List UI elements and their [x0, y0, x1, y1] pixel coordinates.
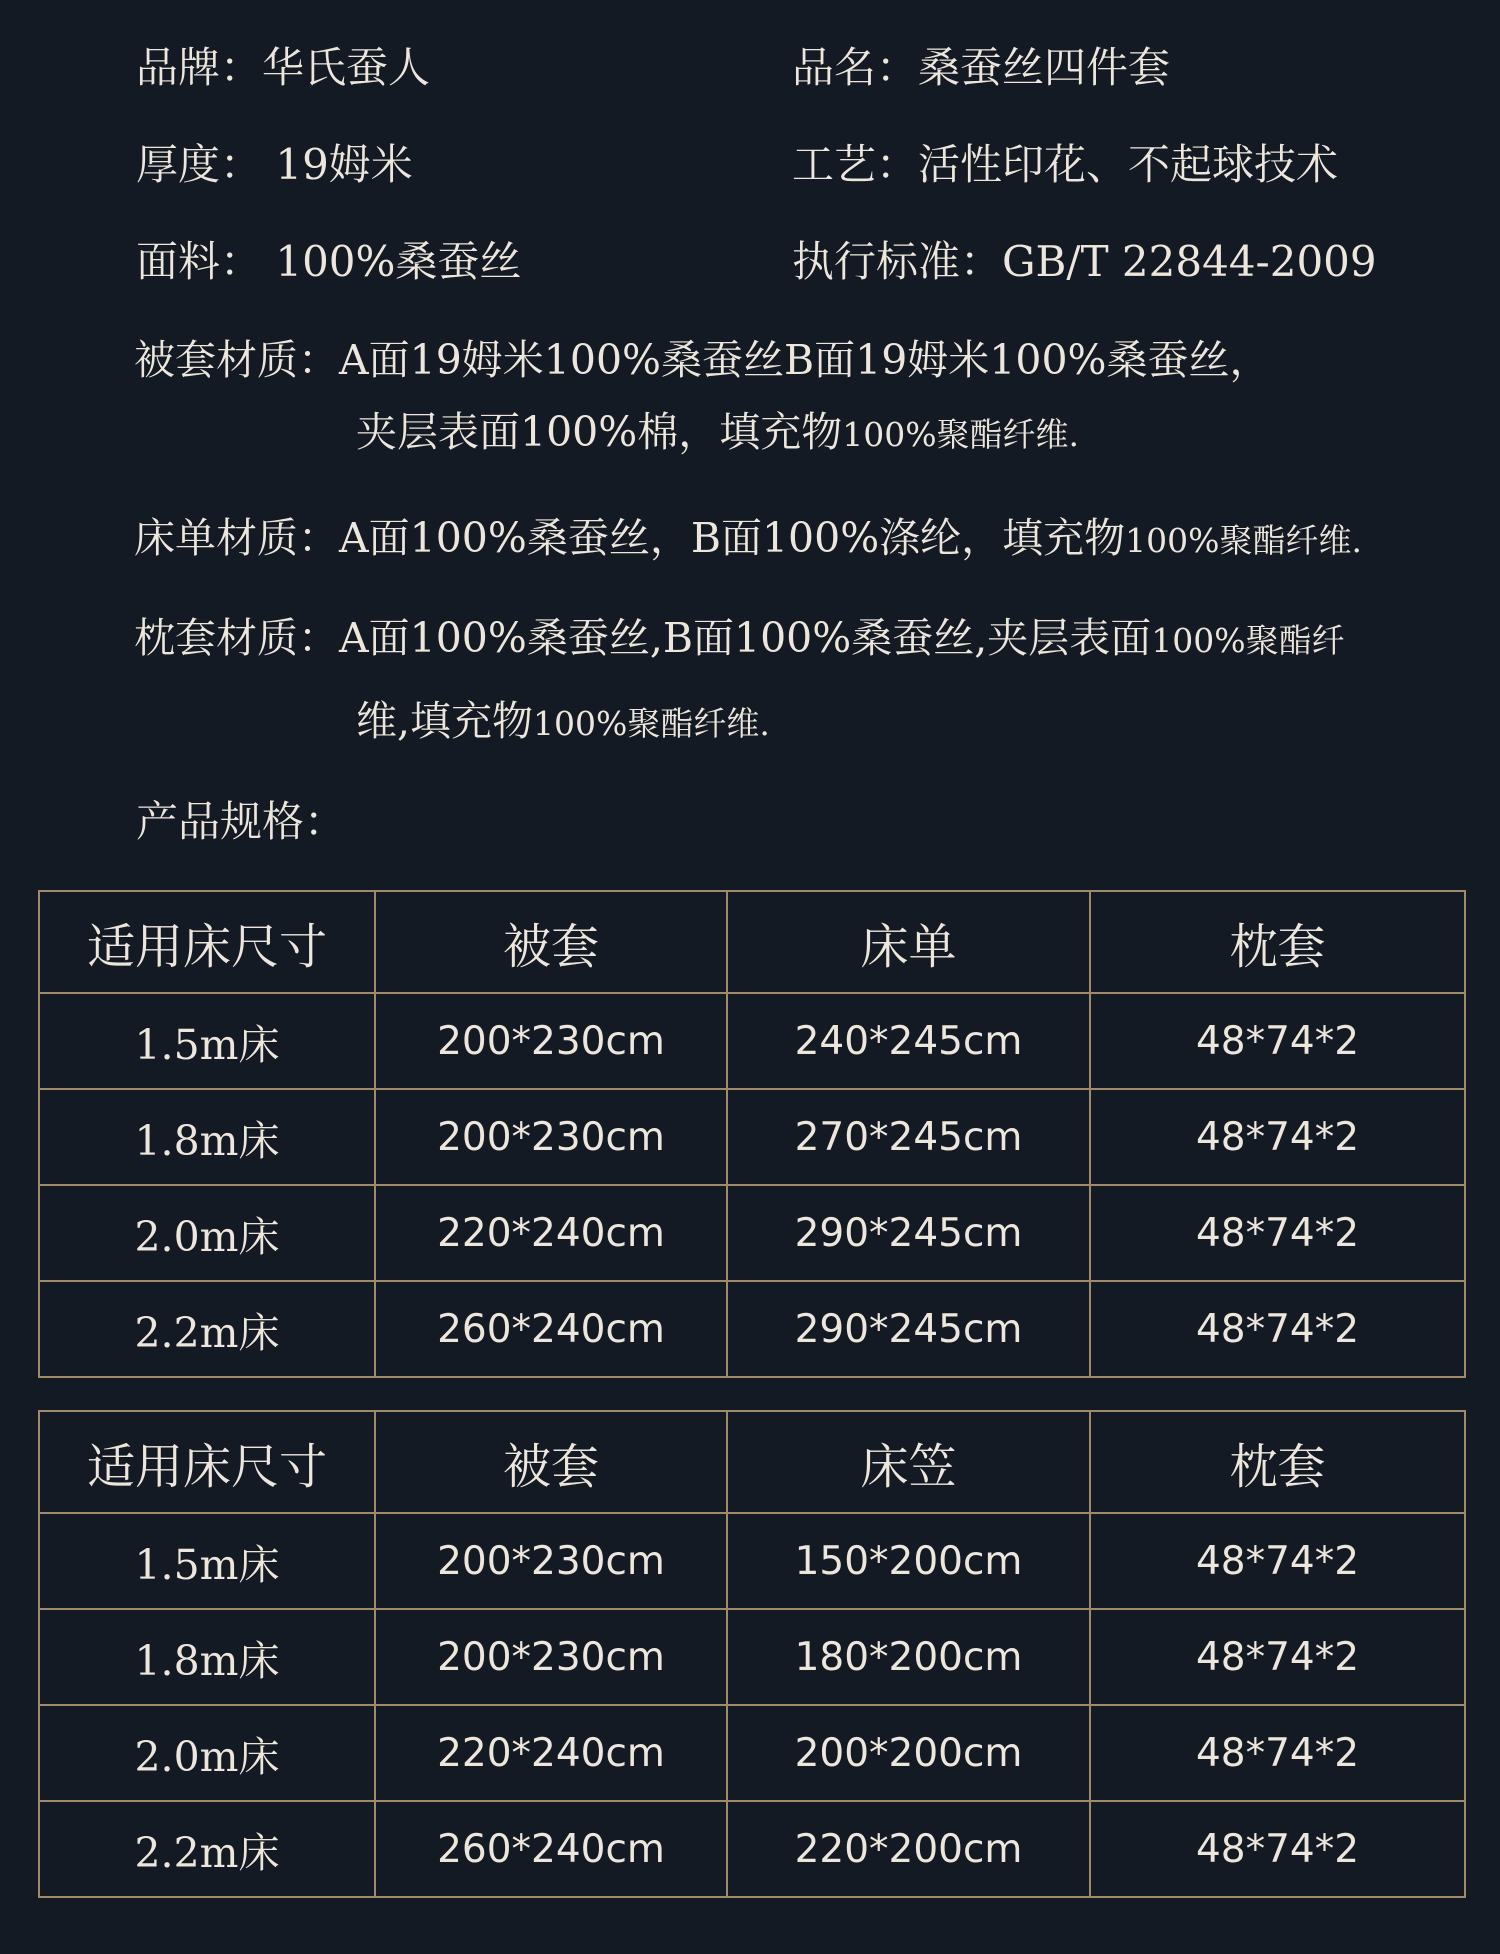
bed-size-cell: 2.2m床 [39, 1801, 375, 1897]
header-quilt-cover: 被套 [375, 891, 727, 993]
pillowcase-material [134, 608, 1345, 754]
header-bed-sheet: 床单 [727, 891, 1090, 993]
size-table-fitted [38, 1410, 1466, 1898]
thickness-text: 厚度： 19姆米 [136, 140, 413, 189]
header-pillowcase: 枕套 [1090, 891, 1465, 993]
quilt-cover-cell: 220*240cm [375, 1705, 727, 1801]
quilt-cover-cell: 200*230cm [375, 993, 727, 1089]
bed-size-cell: 2.0m床 [39, 1185, 375, 1281]
quilt-cover-cell: 220*240cm [375, 1185, 727, 1281]
spec-row-3 [136, 232, 1396, 292]
pillowcase-cell: 48*74*2 [1090, 1185, 1465, 1281]
header-quilt-cover: 被套 [375, 1411, 727, 1513]
quilt-cover-line2: 夹层表面100%棉，填充物 [356, 408, 843, 456]
table-header-row [39, 891, 1465, 993]
pillowcase-cell: 48*74*2 [1090, 1609, 1465, 1705]
quilt-cover-label: 被套材质： [134, 336, 339, 384]
quilt-cover-cell: 200*230cm [375, 1609, 727, 1705]
bed-size-cell: 1.5m床 [39, 1513, 375, 1609]
pillowcase-cell: 48*74*2 [1090, 1801, 1465, 1897]
pillowcase-cell: 48*74*2 [1090, 1089, 1465, 1185]
craft-text: 工艺：活性印花、不起球技术 [792, 140, 1339, 189]
fitted-sheet-cell: 180*200cm [727, 1609, 1090, 1705]
quilt-cover-cell: 200*230cm [375, 1089, 727, 1185]
fitted-sheet-cell: 200*200cm [727, 1705, 1090, 1801]
table-row [39, 1089, 1465, 1185]
spec-row-1 [136, 38, 1396, 98]
bed-size-cell: 2.2m床 [39, 1281, 375, 1377]
fitted-sheet-cell: 220*200cm [727, 1801, 1090, 1897]
quilt-cover-line2-small: 100%聚酯纤维. [842, 415, 1080, 454]
bed-size-cell: 1.8m床 [39, 1609, 375, 1705]
pillowcase-cell: 48*74*2 [1090, 1281, 1465, 1377]
header-bed-size: 适用床尺寸 [39, 1411, 375, 1513]
brand-text: 品牌：华氏蚕人 [136, 43, 431, 92]
pillowcase-label: 枕套材质： [134, 614, 339, 662]
bed-sheet-line1-small: 100%聚酯纤维. [1125, 521, 1363, 560]
pillowcase-cell: 48*74*2 [1090, 1513, 1465, 1609]
bed-sheet-material [134, 508, 1362, 571]
table-row [39, 1281, 1465, 1377]
pillowcase-cell: 48*74*2 [1090, 993, 1465, 1089]
product-spec-heading: 产品规格： [136, 797, 347, 846]
spec-row-2 [136, 135, 1396, 195]
quilt-cover-cell: 260*240cm [375, 1281, 727, 1377]
fabric-text: 面料： 100%桑蚕丝 [136, 237, 522, 286]
bed-sheet-cell: 290*245cm [727, 1185, 1090, 1281]
header-fitted-sheet: 床笠 [727, 1411, 1090, 1513]
bed-size-cell: 1.8m床 [39, 1089, 375, 1185]
table-row [39, 1185, 1465, 1281]
table-header-row [39, 1411, 1465, 1513]
header-pillowcase: 枕套 [1090, 1411, 1465, 1513]
bed-sheet-cell: 290*245cm [727, 1281, 1090, 1377]
product-name-text: 品名：桑蚕丝四件套 [792, 43, 1171, 92]
pillowcase-line2: 维,填充物 [356, 697, 534, 745]
pillowcase-cell: 48*74*2 [1090, 1705, 1465, 1801]
pillowcase-line1-small: 100%聚酯纤 [1151, 621, 1345, 660]
quilt-cover-line1: A面19姆米100%桑蚕丝B面19姆米100%桑蚕丝， [339, 336, 1271, 384]
quilt-cover-material [134, 330, 1271, 465]
bed-size-cell: 1.5m床 [39, 993, 375, 1089]
bed-sheet-cell: 240*245cm [727, 993, 1090, 1089]
standard-text: 执行标准：GB/T 22844-2009 [792, 237, 1377, 286]
bed-sheet-label: 床单材质： [134, 514, 339, 562]
quilt-cover-cell: 260*240cm [375, 1801, 727, 1897]
pillowcase-line1: A面100%桑蚕丝,B面100%桑蚕丝,夹层表面 [339, 614, 1152, 662]
pillowcase-line2-small: 100%聚酯纤维. [533, 704, 770, 743]
size-table-sheet [38, 890, 1466, 1378]
table-row [39, 1609, 1465, 1705]
bed-sheet-line1: A面100%桑蚕丝，B面100%涤纶，填充物 [339, 514, 1126, 562]
bed-size-cell: 2.0m床 [39, 1705, 375, 1801]
table-row [39, 1513, 1465, 1609]
table-row [39, 1705, 1465, 1801]
table-row [39, 993, 1465, 1089]
table-row [39, 1801, 1465, 1897]
quilt-cover-cell: 200*230cm [375, 1513, 727, 1609]
fitted-sheet-cell: 150*200cm [727, 1513, 1090, 1609]
bed-sheet-cell: 270*245cm [727, 1089, 1090, 1185]
header-bed-size: 适用床尺寸 [39, 891, 375, 993]
